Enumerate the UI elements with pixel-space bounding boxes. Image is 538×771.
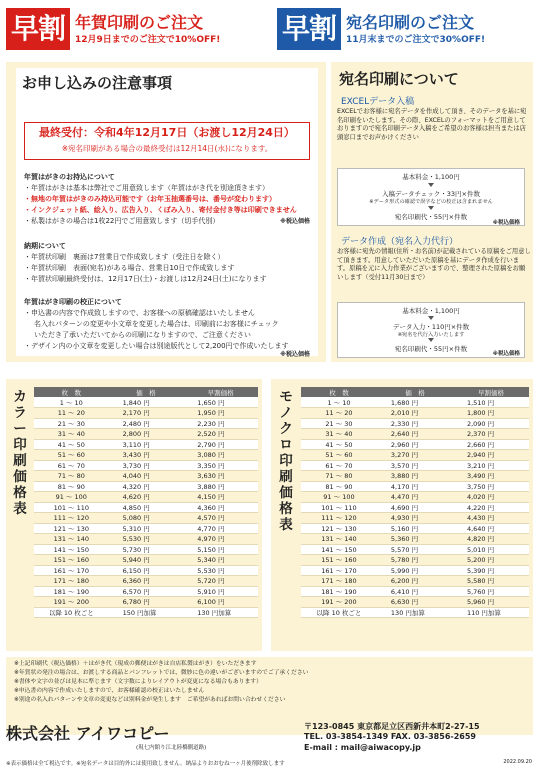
footer-note: ※表示価格は全て税込です。※宛名データは目的外には使用致しません。納品よりおおむね一ヶ月後削除致します <box>6 761 285 767</box>
deadline-text: 最終受付：令和4年12月17日（お渡し12月24日） <box>39 126 295 139</box>
notice-line: ・デザイン内の小文章を変更したい場合は別途版代として2,200円で作成いたします <box>24 342 289 350</box>
table-row <box>301 481 529 492</box>
table-row <box>34 586 258 597</box>
hayawari-badge: 早割 <box>277 8 341 50</box>
company-phone: TEL. 03-3854-1349 FAX. 03-3856-2659 <box>304 732 476 741</box>
excel-section-title: EXCELデータ入稿 <box>341 97 415 107</box>
price-cell: 2,640 円 <box>377 429 453 440</box>
nenga-title: 年賀印刷のご注文 <box>75 12 204 32</box>
early-price-cell: 4,220 円 <box>453 502 529 513</box>
early-price-cell: 1,950 円 <box>183 408 258 419</box>
qty-cell: 41 ～ 50 <box>34 439 109 450</box>
early-price-cell: 1,510 円 <box>453 397 529 408</box>
qty-cell: 91 ～ 100 <box>301 492 377 503</box>
data-check-note: ※データ形式の確認で誤字などの校正は含まれません <box>369 199 493 205</box>
early-price-cell: 5,910 円 <box>183 586 258 597</box>
qty-cell: 101 ～ 110 <box>301 502 377 513</box>
company-location-note: (現七内館り江北陸橋側道路) <box>136 745 207 751</box>
early-price-cell: 4,640 円 <box>453 523 529 534</box>
table-row <box>301 565 529 576</box>
deadline-note: ※宛名印刷がある場合の最終受付は12月14日(水)になります。 <box>61 144 273 153</box>
price-cell: 1,840 円 <box>109 397 184 408</box>
early-price-cell: 4,570 円 <box>183 513 258 524</box>
price-cell: 2,480 円 <box>109 418 184 429</box>
early-price-cell: 3,630 円 <box>183 471 258 482</box>
qty-cell: 111 ～ 120 <box>301 513 377 524</box>
early-price-cell: 5,760 円 <box>453 586 529 597</box>
early-price-cell: 4,820 円 <box>453 534 529 545</box>
qty-cell: 131 ～ 140 <box>34 534 109 545</box>
table-row <box>301 576 529 587</box>
excel-price-box <box>337 168 525 226</box>
qty-cell: 71 ～ 80 <box>34 471 109 482</box>
header-nenga <box>6 6 274 52</box>
qty-cell: 181 ～ 190 <box>301 586 377 597</box>
notice-line: ・インクジェット紙、絵入り、広告入り、くぼみ入り、寄付金付き等は印刷できません <box>24 206 297 214</box>
price-cell: 3,110 円 <box>109 439 184 450</box>
price-cell: 5,780 円 <box>377 555 453 566</box>
arrow-down-icon <box>428 206 434 210</box>
qty-cell: 151 ～ 160 <box>34 555 109 566</box>
qty-cell: 171 ～ 180 <box>301 576 377 587</box>
arrow-down-icon <box>428 316 434 320</box>
data-check-fee: 入稿データチェック・33円×件数 <box>381 190 481 198</box>
qty-cell: 71 ～ 80 <box>301 471 377 482</box>
table-row <box>301 492 529 503</box>
atena-title: 宛名印刷のご注文 <box>346 12 475 32</box>
col-header: 早割価格 <box>183 387 258 397</box>
table-row <box>301 607 529 618</box>
early-price-cell: 3,080 円 <box>183 450 258 461</box>
qty-cell: 61 ～ 70 <box>34 460 109 471</box>
qty-cell: 161 ～ 170 <box>301 565 377 576</box>
qty-cell: 81 ～ 90 <box>34 481 109 492</box>
table-row <box>34 450 258 461</box>
tax-note: ※税込価格 <box>280 351 310 358</box>
qty-cell: 141 ～ 150 <box>301 544 377 555</box>
price-cell: 2,800 円 <box>109 429 184 440</box>
base-fee: 基本料金・1,100円 <box>402 307 460 315</box>
col-header: 枚 数 <box>301 387 377 397</box>
early-price-cell: 110 円加算 <box>453 607 529 618</box>
table-row <box>34 597 258 608</box>
early-price-cell: 2,520 円 <box>183 429 258 440</box>
table-row <box>301 429 529 440</box>
qty-cell: 11 ～ 20 <box>34 408 109 419</box>
table-row <box>301 450 529 461</box>
qty-cell: 51 ～ 60 <box>301 450 377 461</box>
table-row <box>34 534 258 545</box>
qty-cell: 61 ～ 70 <box>301 460 377 471</box>
price-cell: 5,360 円 <box>377 534 453 545</box>
qty-cell: 191 ～ 200 <box>34 597 109 608</box>
notice-line: ・無地の年賀はがきのみ持込可能です（お年玉抽選番号は、番号が変わります） <box>24 195 276 203</box>
table-row <box>34 607 258 618</box>
price-cell: 4,850 円 <box>109 502 184 513</box>
table-row <box>301 439 529 450</box>
notice-line: ・申込書の内容で作成致しますので、お客様への原稿確認はいたしません <box>24 309 255 317</box>
price-cell: 3,880 円 <box>377 471 453 482</box>
col-header: 価 格 <box>109 387 184 397</box>
notice-title: お申し込みの注意事項 <box>22 74 173 92</box>
notice-line: 名入れパターンの変更や小文章を変更した場合は、印刷前にお客様にチェック <box>34 320 279 328</box>
col-header: 早割価格 <box>453 387 529 397</box>
qty-cell: 31 ～ 40 <box>34 429 109 440</box>
col-header: 枚 数 <box>34 387 109 397</box>
early-price-cell: 130 円加算 <box>183 607 258 618</box>
table-row <box>34 429 258 440</box>
deadline-box <box>24 122 310 160</box>
tax-note: ※税込価格 <box>280 218 310 225</box>
qty-cell: 21 ～ 30 <box>34 418 109 429</box>
tax-note: ※税込価格 <box>492 220 520 226</box>
price-cell: 6,200 円 <box>377 576 453 587</box>
mono-table-body <box>301 397 529 618</box>
qty-cell: 31 ～ 40 <box>301 429 377 440</box>
print-fee: 宛名印刷代・55円×件数 <box>394 345 468 353</box>
qty-cell: 171 ～ 180 <box>34 576 109 587</box>
early-price-cell: 3,880 円 <box>183 481 258 492</box>
notice-line: 年賀はがき印刷の校正について <box>24 298 122 306</box>
qty-cell: 101 ～ 110 <box>34 502 109 513</box>
price-cell: 5,940 円 <box>109 555 184 566</box>
price-cell: 4,170 円 <box>377 481 453 492</box>
early-price-cell: 3,490 円 <box>453 471 529 482</box>
price-cell: 5,530 円 <box>109 534 184 545</box>
early-price-cell: 2,660 円 <box>453 439 529 450</box>
price-cell: 2,170 円 <box>109 408 184 419</box>
color-price-table <box>34 387 258 618</box>
table-row <box>34 523 258 534</box>
table-row <box>301 397 529 408</box>
table-row <box>34 397 258 408</box>
price-cell: 130 円加算 <box>377 607 453 618</box>
price-cell: 6,410 円 <box>377 586 453 597</box>
early-price-cell: 5,150 円 <box>183 544 258 555</box>
excel-description: EXCELでお客様に宛名データを作成して頂き、そのデータを基に宛名印刷をいたします。その際、EXCELのフォーマットをご用意しておりますので宛名印刷データ入稿をご希望のお客様は担当または店頭窓口までお声かけください <box>337 108 527 141</box>
data-input-fee: データ入力・110円×件数 <box>392 323 470 331</box>
qty-cell: 以降 10 枚ごと <box>34 607 109 618</box>
atena-discount: 11月末までのご注文で30%OFF! <box>346 34 486 45</box>
mono-table-label: モノクロ印刷価格表 <box>279 389 293 533</box>
early-price-cell: 5,720 円 <box>183 576 258 587</box>
table-row <box>34 481 258 492</box>
notice-panel <box>6 62 326 362</box>
early-price-cell: 2,370 円 <box>453 429 529 440</box>
price-cell: 4,620 円 <box>109 492 184 503</box>
notice-line: いただき了承いただいてからの印刷になりますので、ご注意ください <box>34 331 251 339</box>
price-cell: 1,680 円 <box>377 397 453 408</box>
table-row <box>301 471 529 482</box>
price-cell: 4,320 円 <box>109 481 184 492</box>
company-email: E-mail : mail@aiwacopy.jp <box>304 743 421 752</box>
color-table-body <box>34 397 258 618</box>
table-row <box>34 471 258 482</box>
early-price-cell: 3,210 円 <box>453 460 529 471</box>
arrow-down-icon <box>428 338 434 342</box>
early-price-cell: 5,530 円 <box>183 565 258 576</box>
table-row <box>34 565 258 576</box>
price-cell: 2,010 円 <box>377 408 453 419</box>
qty-cell: 161 ～ 170 <box>34 565 109 576</box>
price-cell: 2,960 円 <box>377 439 453 450</box>
tax-note: ※税込価格 <box>492 351 520 357</box>
note-line: ※上記印刷代（税込価格）＋はがき代（現成の郵便はがきは自店私製はがき）をいただきます <box>14 661 257 667</box>
table-row <box>301 408 529 419</box>
table-row <box>34 502 258 513</box>
table-row <box>34 544 258 555</box>
table-header-row <box>34 387 258 397</box>
early-price-cell: 4,150 円 <box>183 492 258 503</box>
atena-section-title: 宛名印刷について <box>339 70 459 88</box>
price-cell: 3,730 円 <box>109 460 184 471</box>
price-cell: 5,310 円 <box>109 523 184 534</box>
table-row <box>301 502 529 513</box>
early-price-cell: 1,800 円 <box>453 408 529 419</box>
price-cell: 5,570 円 <box>377 544 453 555</box>
early-price-cell: 5,960 円 <box>453 597 529 608</box>
early-price-cell: 2,940 円 <box>453 450 529 461</box>
input-price-box <box>337 302 525 358</box>
color-price-panel <box>6 379 262 651</box>
notice-line: ・年賀状印刷最終受付は、12月17日(土)・お渡しは12月24日(土)になります <box>24 275 267 283</box>
price-cell: 3,270 円 <box>377 450 453 461</box>
arrow-down-icon <box>428 183 434 187</box>
early-price-cell: 1,650 円 <box>183 397 258 408</box>
note-line: ※書体や文字の並びは見本に準じます（文字数によりレイアウトが変更になる場合もあります） <box>14 679 262 685</box>
early-price-cell: 5,200 円 <box>453 555 529 566</box>
notice-box <box>16 68 318 356</box>
qty-cell: 11 ～ 20 <box>301 408 377 419</box>
atena-panel <box>331 62 533 362</box>
base-fee: 基本料金・1,100円 <box>402 173 460 181</box>
print-fee: 宛名印刷代・55円×件数 <box>394 213 468 221</box>
table-row <box>301 418 529 429</box>
early-price-cell: 4,360 円 <box>183 502 258 513</box>
early-price-cell: 3,350 円 <box>183 460 258 471</box>
notice-line: 納期について <box>24 242 66 250</box>
early-price-cell: 4,770 円 <box>183 523 258 534</box>
table-row <box>301 523 529 534</box>
qty-cell: 131 ～ 140 <box>301 534 377 545</box>
qty-cell: 1 ～ 10 <box>301 397 377 408</box>
price-cell: 150 円加算 <box>109 607 184 618</box>
table-row <box>34 408 258 419</box>
table-row <box>301 534 529 545</box>
table-row <box>301 460 529 471</box>
early-price-cell: 4,020 円 <box>453 492 529 503</box>
data-creation-title: データ作成（宛名入力代行） <box>341 237 459 247</box>
note-line: ※年賀状の発注の場合は、お渡しする商品とパンフレットでは、微妙に色の違いがございますのでご了承ください <box>14 670 309 676</box>
note-line: ※別途の名入れパターンや文章の変更などは別料金が発生します ご希望があればお問い合わせください <box>14 697 286 703</box>
table-row <box>34 460 258 471</box>
early-price-cell: 5,580 円 <box>453 576 529 587</box>
mono-price-panel <box>271 379 533 651</box>
table-row <box>301 586 529 597</box>
table-row <box>301 544 529 555</box>
company-address: 〒123-0845 東京都足立区西新井本町2-27-15 <box>304 722 480 731</box>
table-row <box>34 418 258 429</box>
qty-cell: 141 ～ 150 <box>34 544 109 555</box>
notice-line: ・年賀状印刷 裏面は7営業日で作成致します（受注日を除く） <box>24 253 225 261</box>
price-cell: 2,330 円 <box>377 418 453 429</box>
table-row <box>34 576 258 587</box>
price-cell: 4,690 円 <box>377 502 453 513</box>
qty-cell: 1 ～ 10 <box>34 397 109 408</box>
table-row <box>34 555 258 566</box>
price-cell: 4,470 円 <box>377 492 453 503</box>
note-line: ※申込書の内容で作成いたしますので、お客様確認の校正はいたしません <box>14 688 205 694</box>
qty-cell: 151 ～ 160 <box>301 555 377 566</box>
early-price-cell: 6,100 円 <box>183 597 258 608</box>
price-cell: 5,160 円 <box>377 523 453 534</box>
notice-line: ・年賀はがきは基本は弊社でご用意致します（年賀はがき代を別途頂きます） <box>24 184 269 192</box>
price-cell: 6,360 円 <box>109 576 184 587</box>
table-row <box>34 513 258 524</box>
price-cell: 3,430 円 <box>109 450 184 461</box>
price-cell: 6,630 円 <box>377 597 453 608</box>
table-row <box>34 492 258 503</box>
qty-cell: 111 ～ 120 <box>34 513 109 524</box>
qty-cell: 121 ～ 130 <box>301 523 377 534</box>
col-header: 価 格 <box>377 387 453 397</box>
price-cell: 5,080 円 <box>109 513 184 524</box>
hayawari-badge: 早割 <box>6 8 70 50</box>
price-cell: 5,990 円 <box>377 565 453 576</box>
early-price-cell: 5,010 円 <box>453 544 529 555</box>
qty-cell: 91 ～ 100 <box>34 492 109 503</box>
company-info <box>6 721 533 759</box>
notice-line: ・年賀状印刷 表面(宛名)がある場合、営業日10日で作成致します <box>24 264 235 272</box>
footer-date: 2022.09.20 <box>503 759 532 765</box>
qty-cell: 以降 10 枚ごと <box>301 607 377 618</box>
early-price-cell: 2,090 円 <box>453 418 529 429</box>
table-row <box>301 555 529 566</box>
nenga-discount: 12月9日までのご注文で10%OFF! <box>75 34 221 45</box>
mono-price-table <box>301 387 529 618</box>
early-price-cell: 4,970 円 <box>183 534 258 545</box>
qty-cell: 121 ～ 130 <box>34 523 109 534</box>
qty-cell: 51 ～ 60 <box>34 450 109 461</box>
early-price-cell: 5,340 円 <box>183 555 258 566</box>
early-price-cell: 2,790 円 <box>183 439 258 450</box>
notice-line: 年賀はがきのお持込について <box>24 173 115 181</box>
price-cell: 4,930 円 <box>377 513 453 524</box>
table-header-row <box>301 387 529 397</box>
early-price-cell: 4,430 円 <box>453 513 529 524</box>
price-cell: 6,570 円 <box>109 586 184 597</box>
early-price-cell: 5,390 円 <box>453 565 529 576</box>
notice-line: ・私製はがきの場合は1枚22円でご用意致します（切手代別） <box>24 217 220 225</box>
color-table-label: カラー印刷価格表 <box>13 389 27 517</box>
price-cell: 4,040 円 <box>109 471 184 482</box>
table-row <box>34 439 258 450</box>
price-cell: 3,570 円 <box>377 460 453 471</box>
company-name: 株式会社 アイワコピー <box>6 724 170 743</box>
price-cell: 6,780 円 <box>109 597 184 608</box>
header-atena <box>277 6 533 52</box>
early-price-cell: 2,230 円 <box>183 418 258 429</box>
data-input-note: ※宛名を代行入力いたします <box>397 332 465 338</box>
qty-cell: 21 ～ 30 <box>301 418 377 429</box>
price-cell: 6,150 円 <box>109 565 184 576</box>
early-price-cell: 3,750 円 <box>453 481 529 492</box>
data-creation-description: お客様に宛先の情報(住所・お名前)が記載されている原稿をご用意して頂きます。用意していただいた原稿を基にデータ作成を行います。原稿を元に入力作業がございますので、整理された原稿をお願いします（受付11月30日まで） <box>337 248 531 281</box>
qty-cell: 41 ～ 50 <box>301 439 377 450</box>
table-row <box>301 597 529 608</box>
price-cell: 5,730 円 <box>109 544 184 555</box>
qty-cell: 181 ～ 190 <box>34 586 109 597</box>
table-row <box>301 513 529 524</box>
qty-cell: 81 ～ 90 <box>301 481 377 492</box>
qty-cell: 191 ～ 200 <box>301 597 377 608</box>
